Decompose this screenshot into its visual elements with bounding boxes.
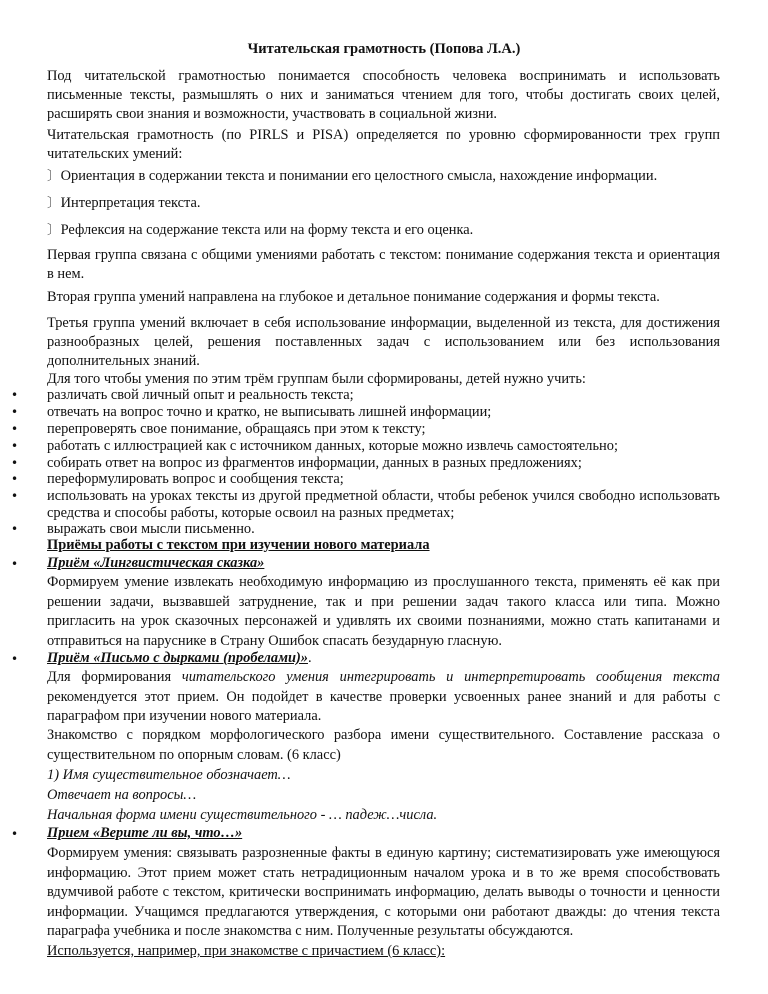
bullet-icon xyxy=(11,455,19,472)
method-title-end: . xyxy=(307,650,312,666)
method-example: Знакомство с порядком морфологического разбора имени существительного. Составление рассказа о существительном по опорным словам. (6 класс) xyxy=(47,727,720,763)
skill-group-item xyxy=(47,221,473,240)
method-text-italic: читательского умения интегрировать и интерпретировать сообщения текста xyxy=(181,669,720,685)
bracket-marker-icon: 〕 xyxy=(47,169,61,184)
list-item: перепроверять свое понимание, обращаясь при этом к тексту; xyxy=(47,421,426,437)
method-text: Формируем умения: связывать разрозненные факты в единую картину; систематизировать уже имеющуюся информацию. Этот прием может стать нетрадиционным началом урока и в то же время способствовать вдумчивой работе с текстом, критически воспринимать информацию, делать выводы о точности и ценности информации. Учащимся предлагаются утверждения, с которыми они работают дважды: до чтения текста параграфа учебника и после знакомства с ним. Полученные результаты обсуждаются. xyxy=(47,845,720,939)
example-line: Отвечает на вопросы… xyxy=(47,787,197,803)
bullet-icon xyxy=(11,521,19,538)
method-usage: Используется, например, при знакомстве с причастием (6 класс): xyxy=(47,943,446,959)
list-item: использовать на уроках тексты из другой предметной области, чтобы ребенок учился свободно использовать средства и способы работы, которые освоил на разных предметах; xyxy=(47,488,720,521)
skill-group-text: Интерпретация текста. xyxy=(60,195,201,211)
bullet-icon xyxy=(11,651,19,668)
group3-paragraph: Третья группа умений включает в себя использование информации, выделенной из текста, для достижения разнообразных целей, решения поставленных задач с использованием или без использования дополнительных знаний. xyxy=(47,315,720,369)
group2-paragraph: Вторая группа умений направлена на глубокое и детальное понимание содержания и формы текста. xyxy=(47,289,660,305)
skill-group-text: Рефлексия на содержание текста или на форму текста и его оценка. xyxy=(60,222,474,238)
list-item: выражать свои мысли письменно. xyxy=(47,521,255,537)
bracket-marker-icon: 〕 xyxy=(47,223,61,238)
bullet-icon xyxy=(11,438,19,455)
example-line: Начальная форма имени существительного - … падеж…числа. xyxy=(47,807,438,823)
page-title: Читательская грамотность (Попова Л.А.) xyxy=(247,41,521,57)
method-title: Прием «Верите ли вы, что…» xyxy=(47,825,243,841)
bullet-icon xyxy=(11,488,19,505)
bullet-icon xyxy=(11,421,19,438)
skill-group-item xyxy=(47,194,200,213)
bullet-icon xyxy=(11,404,19,421)
teach-intro: Для того чтобы умения по этим трём группам были сформированы, детей нужно учить: xyxy=(47,371,586,387)
method-text xyxy=(47,668,720,727)
skill-group-item xyxy=(47,167,657,186)
list-item: различать свой личный опыт и реальность текста; xyxy=(47,387,354,403)
list-item: отвечать на вопрос точно и кратко, не выписывать лишней информации; xyxy=(47,404,492,420)
intro-paragraph: Под читательской грамотностью понимается способность человека воспринимать и использовать письменные тексты, размышлять о них и заниматься чтением для того, чтобы достигать своих целей, расширять свои знания и возможности, участвовать в социальной жизни. xyxy=(47,68,720,122)
bracket-marker-icon: 〕 xyxy=(47,196,61,211)
list-item: работать с иллюстрацией как с источником данных, которые можно извлечь самостоятельно; xyxy=(47,438,618,454)
method-text-part: рекомендуется этот прием. Он подойдет в качестве проверки усвоенных ранее знаний и для работы с параграфом при изучении нового материала. xyxy=(47,688,720,724)
list-item: собирать ответ на вопрос из фрагментов информации, данных в разных предложениях; xyxy=(47,455,582,471)
list-item: переформулировать вопрос и сообщения текста; xyxy=(47,471,344,487)
bullet-icon xyxy=(11,387,19,404)
skill-group-text: Ориентация в содержании текста и понимании его целостного смысла, нахождение информации. xyxy=(60,168,658,184)
definition-paragraph: Читательская грамотность (по PIRLS и PISA) определяется по уровню сформированности трех групп читательских умений: xyxy=(47,127,720,162)
example-line: 1) Имя существительное обозначает… xyxy=(47,767,291,783)
method-text: Формируем умение извлекать необходимую информацию из прослушанного текста, применять её как при решении задачи, вызвавшей затруднение, так и при решении задач такого класса или типа. Можно пригласить на урок сказочных персонажей и удивлять их своими познаниями, можно стать капитанами и отправиться на паруснике в Страну Ошибок спасать безударную гласную. xyxy=(47,574,720,649)
method-title: Приём «Письмо с дырками (пробелами)» xyxy=(47,650,308,666)
bullet-icon xyxy=(11,556,19,573)
method-text-part: Для формирования xyxy=(47,669,182,685)
section-heading: Приёмы работы с текстом при изучении нового материала xyxy=(47,537,430,553)
method-title: Приём «Лингвистическая сказка» xyxy=(47,555,265,571)
method-title-line xyxy=(47,650,720,667)
bullet-icon xyxy=(11,471,19,488)
bullet-icon xyxy=(11,826,19,843)
group1-paragraph: Первая группа связана с общими умениями работать с текстом: понимание содержания текста и ориентация в нем. xyxy=(47,247,720,282)
